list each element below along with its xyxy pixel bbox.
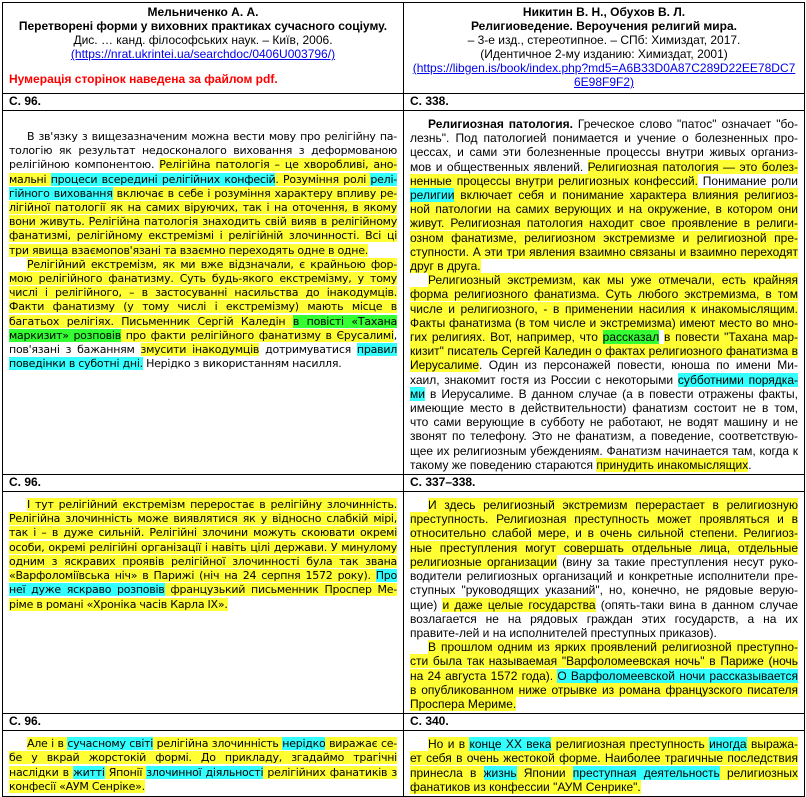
highlighted-text: житті (72, 765, 105, 779)
highlighted-text: принудить инакомыслящих (596, 457, 749, 472)
text-segment: В зв'язку з вищезазначеним можна вести мову про релігійну па-тологію як результат недосконалого виховання з деформованою релігійною компонентою. (9, 130, 397, 172)
highlighted-text: Но и в (428, 737, 470, 752)
text-segment: дотримуватися (259, 343, 357, 357)
highlighted-text: нерідко (282, 737, 326, 751)
text-segment: Понимание роли (697, 173, 798, 188)
highlighted-text: релігійна злочинність (153, 737, 283, 751)
highlighted-text: включає в себе і розуміння характеру впливу ре-лігійної патології як на самих віруючих, так і на оточення, в якому вони живуть. Релігійна патологія знаходить свій вияв в релігійному фанатизмі, релігійному екстремізмі і релігійній злочинності. Всі ці три явища взаємопов'язані та взаємно переходять одне в одне. (9, 186, 397, 257)
highlighted-text: релі-гійного виховання (9, 172, 397, 200)
paragraph (410, 498, 798, 640)
left-page-label: С. 96. (3, 475, 404, 492)
header-row (3, 3, 805, 94)
highlighted-text: змусити інакодумців (140, 343, 260, 357)
right-source-link[interactable] (410, 61, 798, 89)
right-text-cell (404, 111, 805, 475)
highlighted-text: злочинної діяльності (146, 765, 264, 779)
highlighted-text: о фактах религиозного фанатизма в Иерусалиме (410, 344, 798, 373)
highlighted-text: Про неї дуже яскраво розповів (9, 569, 397, 597)
text-segment: . (748, 457, 752, 472)
highlighted-text: в опубликованном ниже отрывке из романа французского писателя Проспера Мериме. (410, 682, 798, 711)
paragraph (9, 498, 397, 612)
highlighted-text: виражає се-бе у вкрай жорстокій формі. До прикладу, згадаймо трагічні наслідки в (9, 737, 397, 779)
highlighted-text: рассказал (602, 330, 660, 345)
highlighted-text: субботними порядка-ми (410, 372, 798, 401)
left-text-cell (3, 492, 404, 714)
highlighted-text: французький письменник Проспер Ме-ріме в романі «Хроніка часів Карла IX». (9, 583, 397, 611)
page-numbering-note: Нумерація сторінок наведена за файлом pdf. (9, 72, 278, 86)
left-excerpt (9, 731, 397, 796)
highlighted-text: и даже целые государства (442, 597, 596, 612)
comparison-table (2, 2, 805, 797)
highlighted-text: выража-ет себя в очень жестокой форме. Наиболее трагичные последствия принесла в (410, 737, 799, 780)
highlighted-text: религии (410, 188, 455, 203)
highlighted-text: про факти релігійного фанатизму в Єрусалимі (120, 328, 394, 342)
text-segment: . Один из персонажей повести, юноша по имени Ми-хаил, знакомит гостя из России с некоторыми (410, 358, 798, 387)
page-label-row (3, 714, 805, 731)
right-source-link-line2[interactable]: 6E98F9F2) (573, 75, 635, 89)
paragraph (9, 130, 397, 258)
right-source-header (404, 3, 805, 94)
left-source-link[interactable]: (https://nrat.ukrintei.ua/searchdoc/0406U003796/) (70, 47, 336, 61)
highlighted-text: писатель Сергей Каледин (443, 344, 596, 359)
left-excerpt (9, 111, 397, 375)
right-source-link-line1[interactable]: (https://libgen.is/book/index.php?md5=A6B33D0A87C289D22EE78DC7 (412, 61, 796, 75)
highlighted-text: жизнь (483, 765, 517, 780)
right-title: Религиоведение. Вероучения религий мира. (470, 19, 738, 33)
highlighted-text: иногда (709, 737, 747, 752)
left-text-cell (3, 731, 404, 797)
left-source-header (3, 3, 404, 94)
highlighted-text: О Варфоломеевской ночи рассказывается (557, 668, 798, 683)
highlighted-text: релігійних фанатиків з конфесії «АУМ Сенріке». (9, 765, 397, 793)
left-page-label: С. 96. (3, 714, 404, 731)
right-edition: – 3-е изд., стереотипное. – СПб: Химиздат, 2017. (467, 33, 741, 47)
right-identical-note: (Идентичное 2-му изданию: Химиздат, 2001) (480, 47, 728, 61)
highlighted-text: Релігійна патологія – це хворобливі, ано-мальні (9, 158, 397, 186)
highlighted-text: правил поведінки в суботні дні. (9, 343, 397, 371)
left-text-cell (3, 111, 404, 475)
left-author: Мельниченко А. А. (147, 5, 259, 19)
highlighted-text: религиозная преступность (551, 737, 710, 752)
text-row (3, 111, 805, 475)
highlighted-text: преступная деятельность (572, 765, 720, 780)
right-page-label: С. 340. (404, 714, 805, 731)
highlighted-text: процеси всередині релігійних конфесій (50, 172, 276, 186)
text-segment: (опять-таки вина в данном случае возлагается не на рядовых граждан этих государств, а на их правите-лей и на исполнителей преступных приказов). (410, 597, 799, 640)
text-segment: Греческое слово "патос" означает "бо-лезнь". Под патологией понимается и учение о болезненных про-цессах, и сами эти болезненные процессы внутри живых организ-мов и общественных явлений. (410, 117, 798, 174)
page-label-row (3, 94, 805, 111)
right-text-cell (404, 731, 805, 797)
highlighted-text: І тут релігійний екстремізм переростає в релігійну злочинність. Релігійна злочинність може виявлятися як у відносно слабкій мірі, так і – в дуже сильній. Релігійні злочини можуть скоювати окремі особи, окремі релігійні організації і навіть цілі держави. У минулому одним з яскравих проявів релігійної злочинності була так звана «Варфоломіївська ніч» в Парижі (ніч на 24 серпня 1572 року). (9, 498, 397, 583)
right-text-cell (404, 492, 805, 714)
page-label-row (3, 475, 805, 492)
text-segment: Нерідко з використанням насилля. (142, 357, 342, 371)
text-row (3, 492, 805, 714)
paragraph (410, 640, 798, 711)
highlighted-text: И здесь религиозный экстремизм перерастает в религиозную преступность. Религиозная преступность может проявляться и в относительно слабой мере, и в очень сильной степени. Религиоз-ные преступления могут совершать отдельные лица, отдельные религиозные организации (410, 498, 798, 569)
highlighted-text: конце XX века (469, 737, 552, 752)
right-excerpt (410, 492, 798, 713)
highlighted-text: Японии (516, 765, 573, 780)
paragraph (410, 273, 798, 472)
highlighted-text: сучасному світі (67, 737, 154, 751)
left-title: Перетворені форми у виховних практиках сучасного соціуму. (18, 19, 388, 33)
left-excerpt (9, 492, 397, 614)
text-segment: (вину за такие преступления несут руко-водители религиозных организаций и конкретные исполнители пре-ступных "руководящих указаний", но, конечно, не рядовые верую-щие) (410, 554, 798, 612)
highlighted-text: религиозных фанатиков из конфессии "АУМ Сенрике". (410, 765, 798, 794)
highlighted-text: Религиозная патология — это болез-ненные процессы внутри религиозных конфессий. (410, 159, 798, 188)
paragraph (410, 737, 798, 794)
right-excerpt (410, 111, 798, 474)
left-details: Дис. … канд. філософських наук. – Київ, 2006. (73, 33, 333, 47)
text-row (3, 731, 805, 797)
highlighted-text: в повести "Тахана мар-кизит" (410, 330, 798, 359)
highlighted-text: включает себя и понимание характера влияния религиоз-ной патологии на самих верующих и на окружение, в котором они живут. Религиозная патология находит свое проявление в религи-озном фанатизме, религиозном экстремизме и религиозной пре-ступности. А эти три явления взаимно связаны и взаимно переходят друг в друга. (410, 188, 798, 274)
paragraph (410, 117, 798, 273)
paragraph (9, 258, 397, 372)
highlighted-text: . Розуміння ролі (275, 172, 371, 186)
right-author: Никитин В. Н., Обухов В. Л. (522, 5, 686, 19)
highlighted-text: в повісті «Тахана маркизит» розповів (9, 314, 398, 342)
paragraph (9, 737, 397, 794)
right-page-label: С. 337–338. (404, 475, 805, 492)
right-excerpt (410, 731, 798, 796)
highlighted-text: Але і в (27, 737, 68, 751)
left-page-label: С. 96. (3, 94, 404, 111)
highlighted-text: Японії (104, 765, 147, 779)
highlighted-text: В прошлом одним из ярких проявлений религиозной преступно-сти была так называемая "Варфоломеевская ночь" в Париже (ночь на 24 августа 1572 года). (410, 640, 798, 683)
highlighted-text: Религиозный экстремизм, как мы уже отмечали, есть крайняя форма религиозного фанатизма. Суть любого экстремизма, в том числе и религиозного, - в применении насилия к инакомыслящим. Факты фанатизма (в том числе и экстремизма) имеют место во мно-гих религиях. Вот, например, что (410, 273, 798, 345)
text-segment: , пов'язані з бажанням (9, 328, 397, 357)
right-page-label: С. 338. (404, 94, 805, 111)
text-segment: в Иерусалиме. В данном случае (а в повести отражены факты, имеющие место в действительности) фанатизм состоит не в том, что сами верующие в субботу не работают, не водят машину и не звонят по телефону. Это не фанатизм, а поведение, соответствую-щее их религиозным убеждениям. Фанатизм начинается там, когда к такому же поведению стараются (410, 386, 798, 472)
text-segment: Религиозная патология. (428, 117, 573, 131)
highlighted-text: Релігійний екстремізм, як ми вже відзначали, є крайньою фор-мою релігійного фанатизму. Суть будь-якого екстремізму, у тому числі і релігійного, – в застосуванні насильства до інакодумців. Факти фанатизму (у тому числі і екстремізму) мають місце в багатьох релігіях. Письменник Сергій Каледін (9, 257, 397, 328)
